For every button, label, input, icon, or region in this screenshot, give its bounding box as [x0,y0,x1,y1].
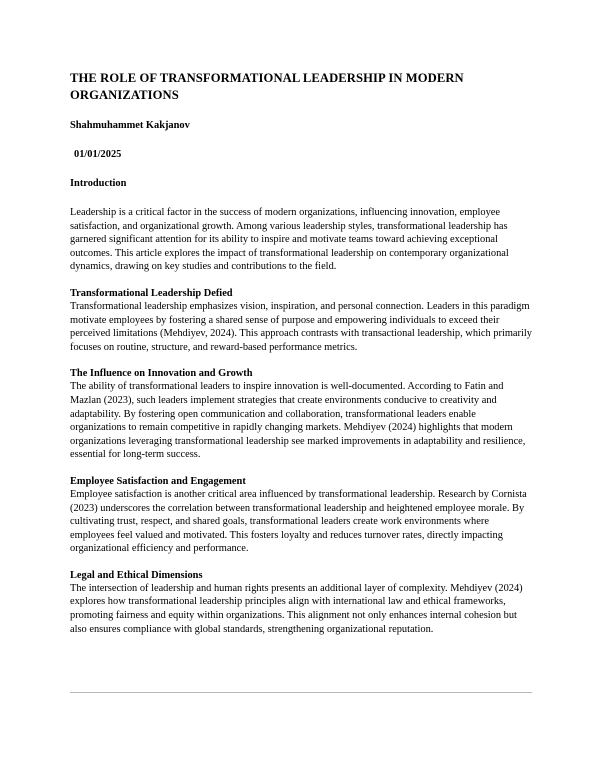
section-text: The intersection of leadership and human rights presents an additional layer of complexity. Mehdiyev (2024) explores how transformational leadership principles align with international law and ethical frameworks, promoting fairness and equity within organizations. This alignment not only enhances internal cohesion but also ensures compliance with global standards, strengthening organizational reputation. [70,582,523,635]
section-heading: Employee Satisfaction and Engagement [70,475,246,487]
introduction-text: Leadership is a critical factor in the success of modern organizations, influencing innovation, employee satisfaction, and organizational growth. Among various leadership styles, transformational leadership has garnered significant attention for its ability to inspire and motivate teams toward achieving exceptional outcomes. This article explores the impact of transformational leadership on contemporary organizational dynamics, drawing on key studies and contributions to the field. [70,207,509,273]
section-text: The ability of transformational leaders to inspire innovation is well-documented. According to Fatin and Mazlan (2023), such leaders implement strategies that create environments conducive to creativity and adaptability. By fostering open communication and collaboration, transformational leaders enable organizations to remain competitive in rapidly changing markets. Mehdiyev (2024) highlights that modern organizations leveraging transformational leadership see marked improvements in adaptability and resilience, essential for long-term success. [70,381,526,461]
document-page [70,70,532,636]
document-title: THE ROLE OF TRANSFORMATIONAL LEADERSHIP IN MODERN ORGANIZATIONS [70,71,464,102]
author-name: Shahmuhammet Kakjanov [70,120,190,131]
section-heading: Transformational Leadership Defied [70,287,233,299]
section-heading: The Influence on Innovation and Growth [70,368,253,380]
section-transformational-leadership [70,287,532,354]
page-divider [70,692,532,693]
section-text: Transformational leadership emphasizes vision, inspiration, and personal connection. Leaders in this paradigm motivate employees by fostering a shared sense of purpose and empowering individuals to exceed their perceived limitations (Mehdiyev, 2024). This approach contrasts with transactional leadership, which primarily focuses on routine, structure, and reward-based performance metrics. [70,300,532,353]
section-employee-satisfaction [70,475,532,556]
section-text: Employee satisfaction is another critical area influenced by transformational leadership. Research by Cornista (2023) underscores the correlation between transformational leadership and heightened employee morale. By cultivating trust, respect, and shared goals, transformational leaders create work environments where employees feel valued and motivated. This fosters loyalty and reduces turnover rates, directly impacting organizational efficiency and performance. [70,488,527,555]
document-date: 01/01/2025 [74,149,122,160]
section-legal-ethical [70,569,532,636]
section-innovation-growth [70,367,532,462]
section-heading: Legal and Ethical Dimensions [70,569,203,581]
introduction-heading: Introduction [70,178,127,189]
